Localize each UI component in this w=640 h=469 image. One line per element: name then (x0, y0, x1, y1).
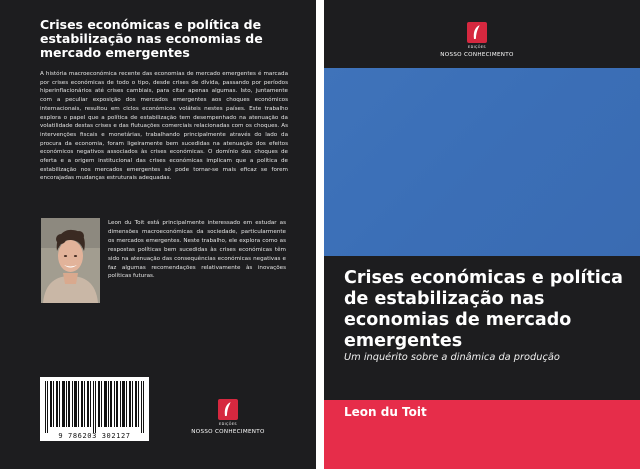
back-cover-title: Crises económicas e política de estabilização nas economias de mercado emergentes (40, 17, 263, 60)
author-photo (41, 218, 100, 303)
cover-image-panel (324, 68, 640, 256)
front-cover-title: Crises económicas e política de estabilização nas economias de mercado emergentes (344, 268, 623, 351)
back-cover-description: A história macroeconómica recente das economias de mercado emergentes é marcada por crises económicas de todo o tipo, desde crises de dívida, passando por períodos hiperinflacionários até crises cambiais, para citar apenas algumas. Isto, juntamente com a peculiar exposição dos mercados emergentes aos choques económicos internacionais, resultou em ciclos económicos voláteis nestes países. Este trabalho explora o papel que a política de estabilização tem desempenhado na atenuação da volatilidade destas crises e das flutuações comerciais relacionadas com os choques. As intervenções fiscais e monetárias, trabalhando principalmente através do lado da procura da economia, foram ligeiramente bem sucedidas na atenuação dos efeitos económicos negativos associados às crises económicas. O domínio dos choques de oferta e a origem institucional das crises económicas implicam que a política de estabilização nos mercados emergentes só pode tornar-se mais eficaz se forem encorajadas mudanças estruturais adequadas. (40, 71, 288, 182)
front-cover (324, 0, 640, 469)
publisher-editions-back: EDIÇÕES (219, 422, 237, 426)
author-portrait-icon (41, 218, 100, 303)
publisher-logo-back (218, 399, 238, 420)
spine (316, 0, 324, 469)
publisher-editions-front: EDIÇÕES (468, 45, 486, 49)
author-bio: Leon du Toit está principalmente interessado em estudar as dimensões macroeconómicas da sociedade, particularmente os mercados emergentes. Neste trabalho, ele explora como as respostas políticas bem sucedidas às crises económicas têm sido na atenuação das consequências económicas negativas e faz algumas recomendações relativamente às inovações políticas futuras. (108, 220, 286, 280)
publisher-name-back: NOSSO CONHECIMENTO (191, 429, 265, 435)
publisher-logo-front (467, 22, 487, 43)
quill-icon (467, 22, 487, 43)
isbn-barcode (40, 377, 149, 441)
barcode-icon (40, 379, 149, 433)
front-cover-subtitle: Um inquérito sobre a dinâmica da produção (344, 352, 560, 363)
quill-icon (218, 399, 238, 420)
isbn-digits: 9 786203 302127 (58, 432, 131, 440)
back-cover (0, 0, 316, 469)
front-cover-author: Leon du Toit (344, 405, 427, 419)
publisher-name-front: NOSSO CONHECIMENTO (440, 52, 514, 58)
